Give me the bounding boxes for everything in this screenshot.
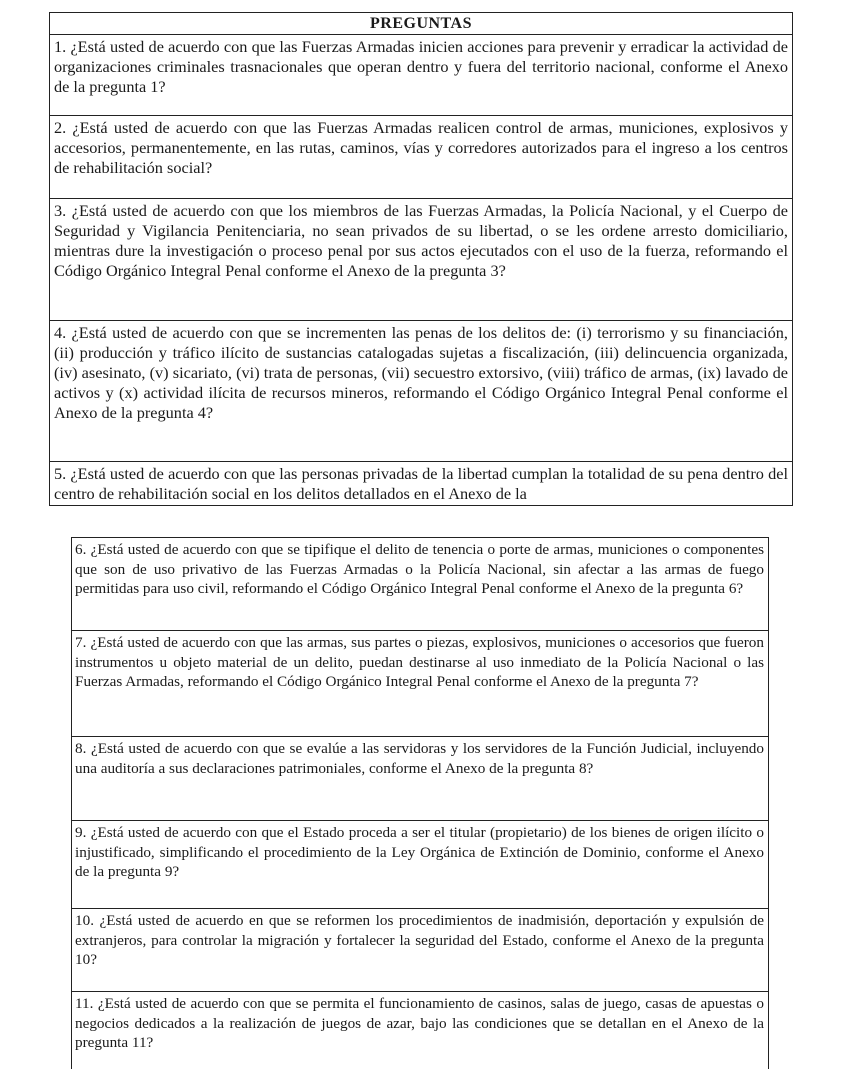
questions-table-top	[49, 12, 793, 506]
header-title: PREGUNTAS	[370, 14, 472, 32]
question-10: 10. ¿Está usted de acuerdo en que se reformen los procedimientos de inadmisión, deportación y expulsión de extranjeros, para controlar la migración y fortalecer la seguridad del Estado, conforme el Anexo de la pregunta 10?	[72, 909, 768, 992]
question-1: 1. ¿Está usted de acuerdo con que las Fuerzas Armadas inicien acciones para prevenir y erradicar la actividad de organizaciones criminales trasnacionales que operan dentro y fuera del territorio nacional, conforme el Anexo de la pregunta 1?	[50, 35, 792, 116]
table-header	[50, 13, 792, 35]
question-4: 4. ¿Está usted de acuerdo con que se incrementen las penas de los delitos de: (i) terrorismo y su financiación, (ii) producción y tráfico ilícito de sustancias catalogadas sujetas a fiscalización, (iii) delincuencia organizada, (iv) asesinato, (v) sicariato, (vi) trata de personas, (vii) secuestro extorsivo, (viii) tráfico de armas, (ix) lavado de activos y (x) actividad ilícita de recursos mineros, reformando el Código Orgánico Integral Penal conforme el Anexo de la pregunta 4?	[50, 321, 792, 462]
question-6: 6. ¿Está usted de acuerdo con que se tipifique el delito de tenencia o porte de armas, municiones o componentes que son de uso privativo de las Fuerzas Armadas o la Policía Nacional, sin afectar a las armas de fuego permitidas para uso civil, reformando el Código Orgánico Integral Penal conforme el Anexo de la pregunta 6?	[72, 538, 768, 631]
question-11: 11. ¿Está usted de acuerdo con que se permita el funcionamiento de casinos, salas de juego, casas de apuestas o negocios dedicados a la realización de juegos de azar, bajo las condiciones que se detallan en el Anexo de la pregunta 11?	[75, 995, 764, 1051]
questions-table-bottom	[71, 537, 769, 1069]
question-2: 2. ¿Está usted de acuerdo con que las Fuerzas Armadas realicen control de armas, municiones, explosivos y accesorios, permanentemente, en las rutas, caminos, vías y corredores autorizados para el ingreso a los centros de rehabilitación social?	[50, 116, 792, 199]
question-3: 3. ¿Está usted de acuerdo con que los miembros de las Fuerzas Armadas, la Policía Nacional, y el Cuerpo de Seguridad y Vigilancia Penitenciaria, no sean privados de su libertad, o se les ordene arresto domiciliario, mientras dure la investigación o proceso penal por sus actos ejecutados con el uso de la fuerza, reformando el Código Orgánico Integral Penal conforme el Anexo de la pregunta 3?	[50, 199, 792, 321]
question-7: 7. ¿Está usted de acuerdo con que las armas, sus partes o piezas, explosivos, municiones o accesorios que fueron instrumentos u objeto material de un delito, puedan destinarse al uso inmediato de la Policía Nacional o las Fuerzas Armadas, reformando el Código Orgánico Integral Penal conforme el Anexo de la pregunta 7?	[72, 631, 768, 737]
question-8: 8. ¿Está usted de acuerdo con que se evalúe a las servidoras y los servidores de la Función Judicial, incluyendo una auditoría a sus declaraciones patrimoniales, conforme el Anexo de la pregunta 8?	[72, 737, 768, 821]
question-9: 9. ¿Está usted de acuerdo con que el Estado proceda a ser el titular (propietario) de los bienes de origen ilícito o injustificado, simplificando el procedimiento de la Ley Orgánica de Extinción de Dominio, conforme el Anexo de la pregunta 9?	[72, 821, 768, 909]
question-5: 5. ¿Está usted de acuerdo con que las personas privadas de la libertad cumplan la totalidad de su pena dentro del centro de rehabilitación social en los delitos detallados en el Anexo de la	[54, 464, 788, 503]
